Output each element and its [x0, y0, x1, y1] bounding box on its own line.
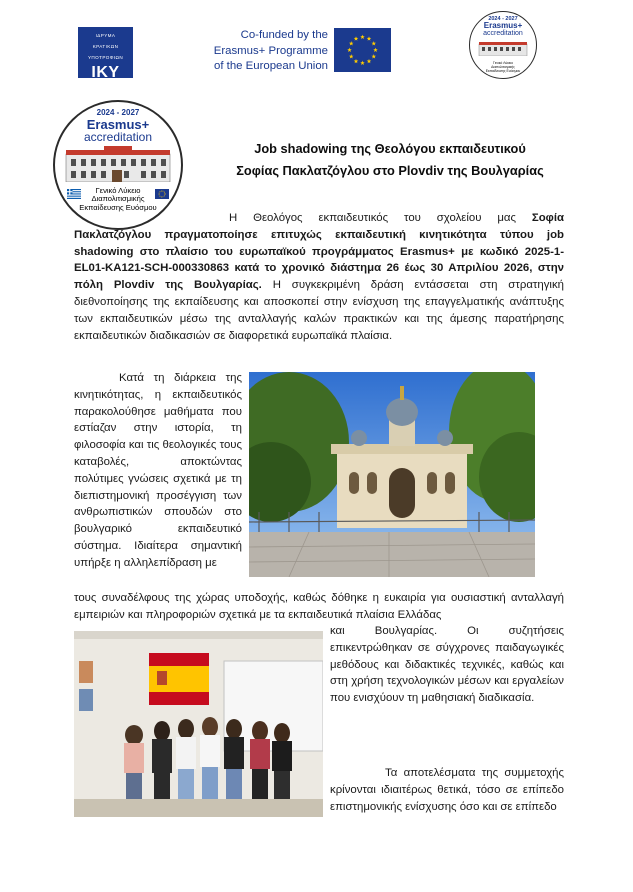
iky-logo	[78, 27, 133, 81]
article-title	[185, 138, 595, 182]
article-title-line: Job shadowing της Θεολόγου εκπαιδευτικού	[254, 141, 526, 156]
seal-school-line: Εκπαίδευσης Ευόσμου	[485, 69, 521, 73]
paragraph-mobility: Κατά τη διάρκεια της κινητικότητας, η εκπαιδευτικός παρακολούθησε μαθήματα που εστίαζαν στην ιστορία, τη φιλοσοφία και τις θεολογικές τους καταβολές, αποκτώντας πολύτιμες γνώσεις σχετικά με τη διεπιστημονική προσέγγιση των ανθρωπιστικών σπουδών στο βουλγαρικό εκπαιδευτικό σύστημα. Ιδιαίτερα σημαντική υπήρξε η αλληλεπίδραση με	[74, 372, 242, 569]
school-building-icon	[476, 38, 530, 56]
seal-school-line: Γενικό Λύκειο	[95, 186, 141, 195]
paragraph-discussions: και Βουλγαρίας. Οι συζητήσεις επικεντρώθηκαν σε σύγχρονες παιδαγωγικές μεθόδους και διδακτικές τεχνικές, καθώς και στη χρήση τεχνολογικών μέσων και εργαλείων που ενισχύουν τη μαθησιακή διαδικασία.	[330, 625, 564, 705]
seal-years: 2024 - 2027	[488, 16, 518, 22]
cofunded-line: Erasmus+ Programme	[213, 44, 328, 57]
intro-text-continued: Η συγκεκριμένη δράση εντάσσεται στη στρατηγική διεθνοποίησης της εκπαίδευσης και αποσκοπεί στην ενίσχυση της επαγγελματικής ανάπτυξης των εκπαιδευτικών μέσω της ανταλλαγής καλών πρακτικών και της άμεσης παρατήρησης εκπαιδευτικών διαδικασιών σε διαφορετικά ευρωπαϊκά πλαίσια.	[74, 279, 564, 342]
intro-bold-text: Σοφία Πακλατζόγλου πραγματοποίησε επιτυχώς εκπαιδευτική κινητικότητα τύπου job shadowing στο πλαίσιο του ευρωπαϊκού προγράμματος Erasmus+ με κωδικό 2025-1-EL01-KA121-SCH-000330863 κατά το χρονικό διάστημα 26 έως 30 Απριλίου 2026, στην πόλη Plovdiv της Βουλγαρίας.	[74, 212, 564, 292]
paragraph-results: Τα αποτελέσματα της συμμετοχής κρίνονται ιδιαιτέρως θετικά, τόσο σε επίπεδο επιστημονικής ενίσχυσης όσο και σε επίπεδο	[330, 767, 564, 813]
seal-school-line: Διαπολιτισμικής	[91, 194, 145, 204]
intro-text: Η Θεολόγος εκπαιδευτικός του σχολείου μας	[229, 212, 532, 224]
greek-flag-icon	[67, 189, 81, 199]
classroom-photo	[74, 631, 323, 817]
article-title-line: Σοφίας Πακλατζόγλου στο Plovdiv της Βουλγαρίας	[236, 163, 544, 178]
seal-erasmus: Erasmus+	[86, 117, 150, 132]
paragraph-colleagues: τους συναδέλφους της χώρας υποδοχής, καθώς δόθηκε η ευκαιρία για ουσιαστική ανταλλαγή εμπειριών και πληροφοριών σχετικά με τα εκπαιδευτικά πλαίσια Ελλάδας	[74, 592, 564, 621]
seal-school-line: Γενικό Λύκειο	[492, 61, 514, 65]
paragraph-intro	[74, 210, 564, 344]
seal-accreditation: accreditation	[83, 130, 153, 144]
cofunded-text	[203, 28, 328, 75]
school-building-icon	[62, 144, 174, 182]
seal-years: 2024 - 2027	[96, 108, 140, 117]
seal-school-line: Διαπολιτισμικής	[491, 65, 515, 69]
iky-logo-line: ΥΠΟΤΡΟΦΙΩΝ	[87, 55, 124, 61]
erasmus-accreditation-seal-small	[469, 11, 537, 79]
iky-logo-abbr: IKY	[91, 63, 120, 81]
iky-logo-line: ΙΔΡΥΜΑ	[95, 33, 116, 38]
eu-flag-small-icon	[155, 189, 169, 199]
seal-school-line: Εκπαίδευσης Ευόσμου	[79, 202, 157, 212]
eu-flag-icon	[334, 28, 391, 72]
cofunded-line: Co-funded by the	[240, 29, 328, 41]
cofunded-line: of the European Union	[214, 60, 328, 73]
iky-logo-line: ΚΡΑΤΙΚΩΝ	[92, 44, 119, 50]
seal-erasmus: Erasmus+	[483, 21, 523, 30]
seal-accreditation: accreditation	[483, 30, 523, 37]
church-photo	[249, 372, 535, 577]
